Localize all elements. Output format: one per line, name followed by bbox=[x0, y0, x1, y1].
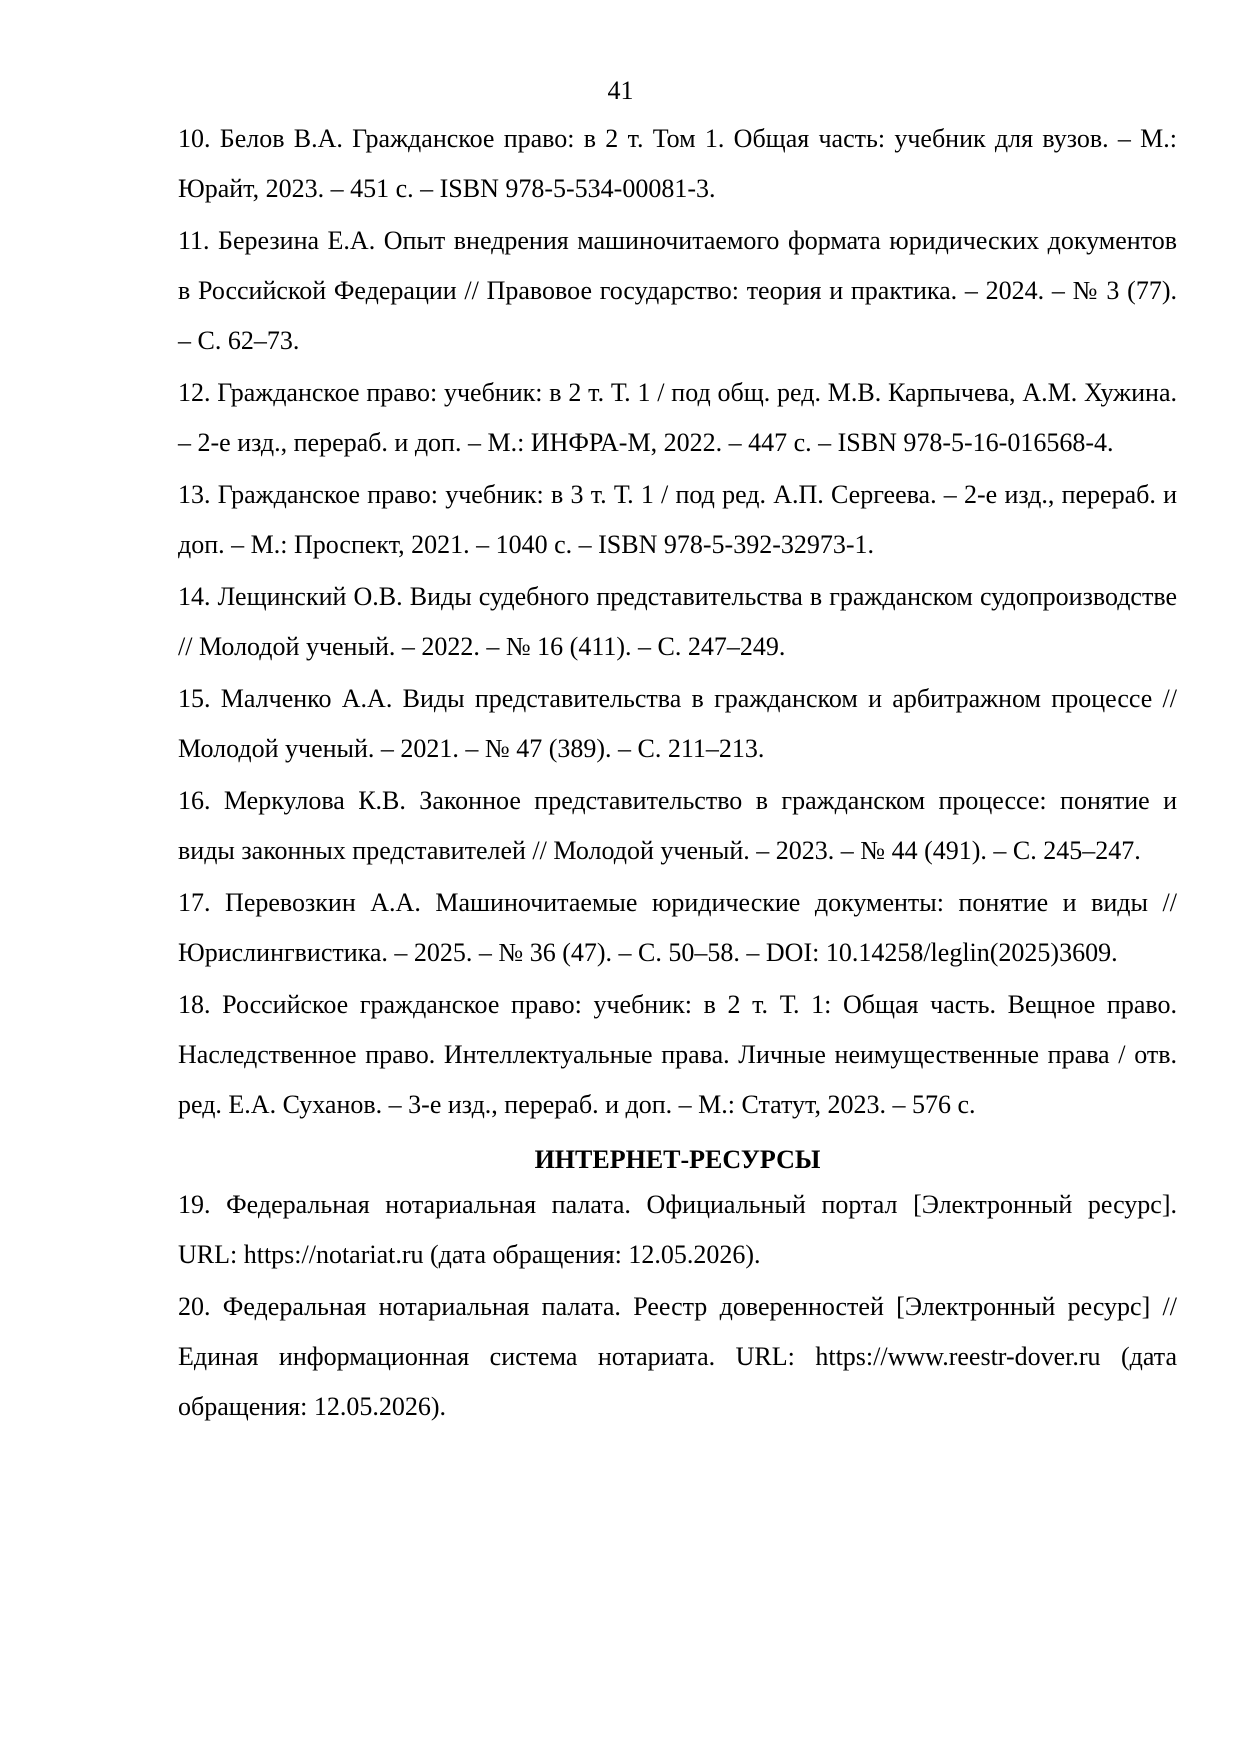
reference-entry-19: 19. Федеральная нотариальная палата. Официальный портал [Электронный ресурс]. URL: https://notariat.ru (дата обращения: 12.05.2026). bbox=[178, 1190, 1177, 1269]
reference-entry-18: 18. Российское гражданское право: учебник: в 2 т. Т. 1: Общая часть. Вещное право. Наследственное право. Интеллектуальные права. Личные неимущественные права / отв. ред. Е.А. Суханов. – 3-е изд., перераб. и доп. – М.: Статут, 2023. – 576 с. bbox=[178, 990, 1177, 1119]
reference-list bbox=[178, 114, 1177, 1434]
reference-entry-15: 15. Малченко А.А. Виды представительства в гражданском и арбитражном процессе // Молодой ученый. – 2021. – № 47 (389). – С. 211–213. bbox=[178, 684, 1177, 763]
reference-entry-16: 16. Меркулова К.В. Законное представительство в гражданском процессе: понятие и виды законных представителей // Молодой ученый. – 2023. – № 44 (491). – С. 245–247. bbox=[178, 786, 1177, 865]
reference-entry-13: 13. Гражданское право: учебник: в 3 т. Т. 1 / под ред. А.П. Сергеева. – 2-е изд., перераб. и доп. – М.: Проспект, 2021. – 1040 с. – ISBN 978-5-392-32973-1. bbox=[178, 480, 1177, 559]
reference-entry-17: 17. Перевозкин А.А. Машиночитаемые юридические документы: понятие и виды // Юрислингвистика. – 2025. – № 36 (47). – С. 50–58. – DOI: 10.14258/leglin(2025)3609. bbox=[178, 888, 1177, 967]
reference-entry-12: 12. Гражданское право: учебник: в 2 т. Т. 1 / под общ. ред. М.В. Карпычева, А.М. Хужина. – 2-е изд., перераб. и доп. – М.: ИНФРА-М, 2022. – 447 с. – ISBN 978-5-16-016568-4. bbox=[178, 378, 1177, 457]
reference-entry-20: 20. Федеральная нотариальная палата. Реестр доверенностей [Электронный ресурс] // Единая информационная система нотариата. URL: https://www.reestr-dover.ru (дата обращения: 12.05.2026). bbox=[178, 1292, 1177, 1421]
internet-resources-heading: ИНТЕРНЕТ-РЕСУРСЫ bbox=[534, 1145, 821, 1174]
page-number: 41 bbox=[607, 76, 634, 105]
reference-entry-14: 14. Лещинский О.В. Виды судебного представительства в гражданском судопроизводстве // Молодой ученый. – 2022. – № 16 (411). – С. 247–249. bbox=[178, 582, 1177, 661]
reference-entry-11: 11. Березина Е.А. Опыт внедрения машиночитаемого формата юридических документов в Российской Федерации // Правовое государство: теория и практика. – 2024. – № 3 (77). – С. 62–73. bbox=[178, 226, 1177, 355]
reference-entry-10: 10. Белов В.А. Гражданское право: в 2 т. Том 1. Общая часть: учебник для вузов. – М.: Юрайт, 2023. – 451 с. – ISBN 978-5-534-00081-3. bbox=[178, 124, 1177, 203]
